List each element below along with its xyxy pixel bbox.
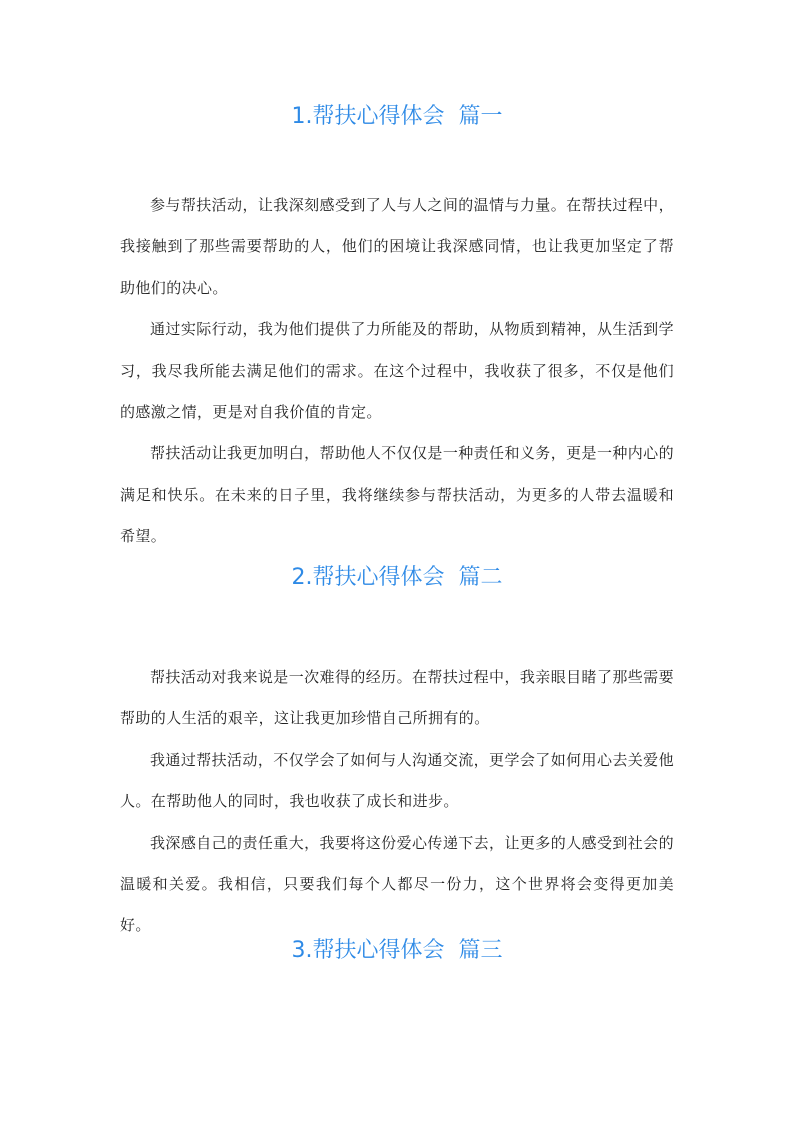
section-heading-3: 3.帮扶心得体会 篇三 xyxy=(291,938,503,963)
section-heading-1: 1.帮扶心得体会 篇一 xyxy=(291,104,503,129)
paragraph: 帮扶活动对我来说是一次难得的经历。在帮扶过程中，我亲眼目睹了那些需要帮助的人生活的艰辛，这让我更加珍惜自己所拥有的。 xyxy=(120,668,674,728)
section-body-1 xyxy=(120,185,674,558)
paragraph: 我深感自己的责任重大，我要将这份爱心传递下去，让更多的人感受到社会的温暖和关爱。我相信，只要我们每个人都尽一份力，这个世界将会变得更加美好。 xyxy=(120,833,674,935)
section-1 xyxy=(120,102,674,558)
section-heading-2: 2.帮扶心得体会 篇二 xyxy=(291,565,503,590)
section-body-2 xyxy=(120,657,674,947)
section-2 xyxy=(120,563,674,947)
paragraph: 我通过帮扶活动，不仅学会了如何与人沟通交流，更学会了如何用心去关爱他人。在帮助他人的同时，我也收获了成长和进步。 xyxy=(120,750,674,811)
paragraph: 帮扶活动让我更加明白，帮助他人不仅仅是一种责任和义务，更是一种内心的满足和快乐。在未来的日子里，我将继续参与帮扶活动，为更多的人带去温暖和希望。 xyxy=(120,444,674,546)
paragraph: 通过实际行动，我为他们提供了力所能及的帮助，从物质到精神，从生活到学习，我尽我所能去满足他们的需求。在这个过程中，我收获了很多，不仅是他们的感激之情，更是对自我价值的肯定。 xyxy=(120,320,674,422)
section-3 xyxy=(120,936,674,966)
paragraph: 参与帮扶活动，让我深刻感受到了人与人之间的温情与力量。在帮扶过程中，我接触到了那些需要帮助的人，他们的困境让我深感同情，也让我更加坚定了帮助他们的决心。 xyxy=(120,196,674,297)
